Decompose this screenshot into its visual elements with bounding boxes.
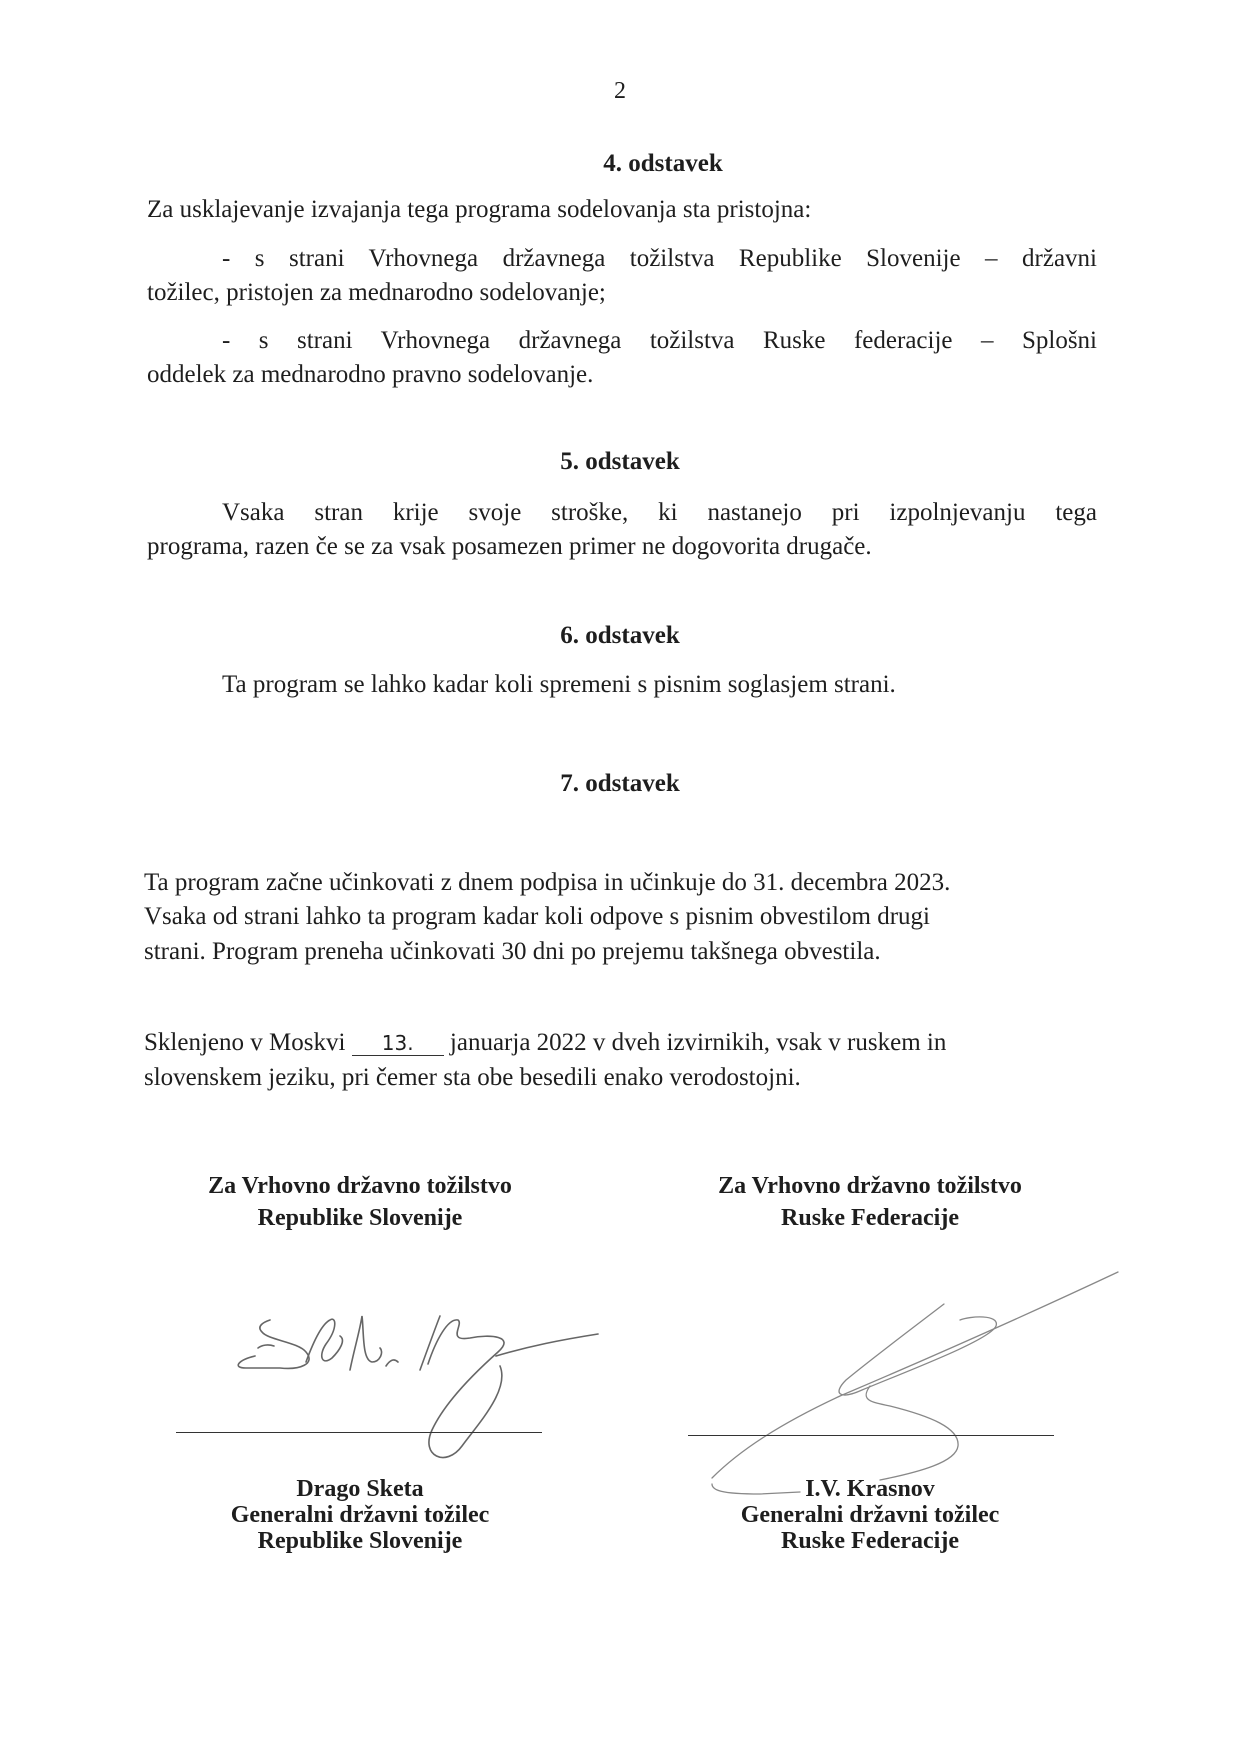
- section-7-heading: 7. odstavek: [560, 770, 680, 797]
- closing-line1: [144, 1026, 1124, 1060]
- signature-line-right: [688, 1435, 1054, 1436]
- section-5-line2: programa, razen če se za vsak posamezen primer ne dogovorita drugače.: [147, 533, 872, 560]
- signatory-right-for-line2: Ruske Federacije: [781, 1205, 959, 1231]
- section-4-item-2-line2: oddelek za mednarodno pravno sodelovanje.: [147, 361, 594, 388]
- signatory-right-country: Ruske Federacije: [781, 1528, 959, 1554]
- section-6-heading: 6. odstavek: [560, 622, 680, 649]
- section-4-item-1-line1: - s strani Vrhovnega državnega tožilstva Republike Slovenije – državni: [222, 245, 1097, 272]
- closing-suffix: januarja 2022 v dveh izvirnikih, vsak v ruskem in: [449, 1029, 947, 1056]
- section-4-item-2-line1: - s strani Vrhovnega državnega tožilstva Ruske federacije – Splošni: [222, 327, 1097, 354]
- section-5-line1: Vsaka stran krije svoje stroške, ki nastanejo pri izpolnjevanju tega: [222, 499, 1097, 526]
- signatory-right-title: Generalni državni tožilec: [740, 1502, 1000, 1528]
- section-4-item-1-line2: tožilec, pristojen za mednarodno sodelovanje;: [147, 279, 606, 306]
- section-5-heading: 5. odstavek: [560, 448, 680, 475]
- signature-line-left: [176, 1432, 542, 1433]
- signatory-left-title: Generalni državni tožilec: [230, 1502, 490, 1528]
- signatory-left-country: Republike Slovenije: [257, 1528, 463, 1554]
- section-4-heading: 4. odstavek: [603, 150, 723, 177]
- signatory-right-name: I.V. Krasnov: [805, 1476, 935, 1502]
- page-number: 2: [614, 78, 626, 104]
- section-6-line1: Ta program se lahko kadar koli spremeni s pisnim soglasjem strani.: [222, 671, 896, 698]
- signatory-right-for-line1: Za Vrhovno državno tožilstvo: [718, 1173, 1022, 1199]
- closing-line2: slovenskem jeziku, pri čemer sta obe besedili enako verodostojni.: [144, 1064, 801, 1091]
- signatory-left-name: Drago Sketa: [296, 1476, 424, 1502]
- section-7-line1: Ta program začne učinkovati z dnem podpisa in učinkuje do 31. decembra 2023.: [144, 869, 951, 896]
- handwritten-day: 13.: [352, 1031, 444, 1056]
- section-7-line3: strani. Program preneha učinkovati 30 dni po prejemu takšnega obvestila.: [144, 938, 881, 965]
- closing-prefix: Sklenjeno v Moskvi: [144, 1029, 346, 1056]
- section-7-line2: Vsaka od strani lahko ta program kadar koli odpove s pisnim obvestilom drugi: [144, 903, 930, 930]
- signatory-left-for-line2: Republike Slovenije: [257, 1205, 463, 1231]
- section-4-intro: Za usklajevanje izvajanja tega programa sodelovanja sta pristojna:: [147, 196, 812, 223]
- signatory-left-for-line1: Za Vrhovno državno tožilstvo: [208, 1173, 512, 1199]
